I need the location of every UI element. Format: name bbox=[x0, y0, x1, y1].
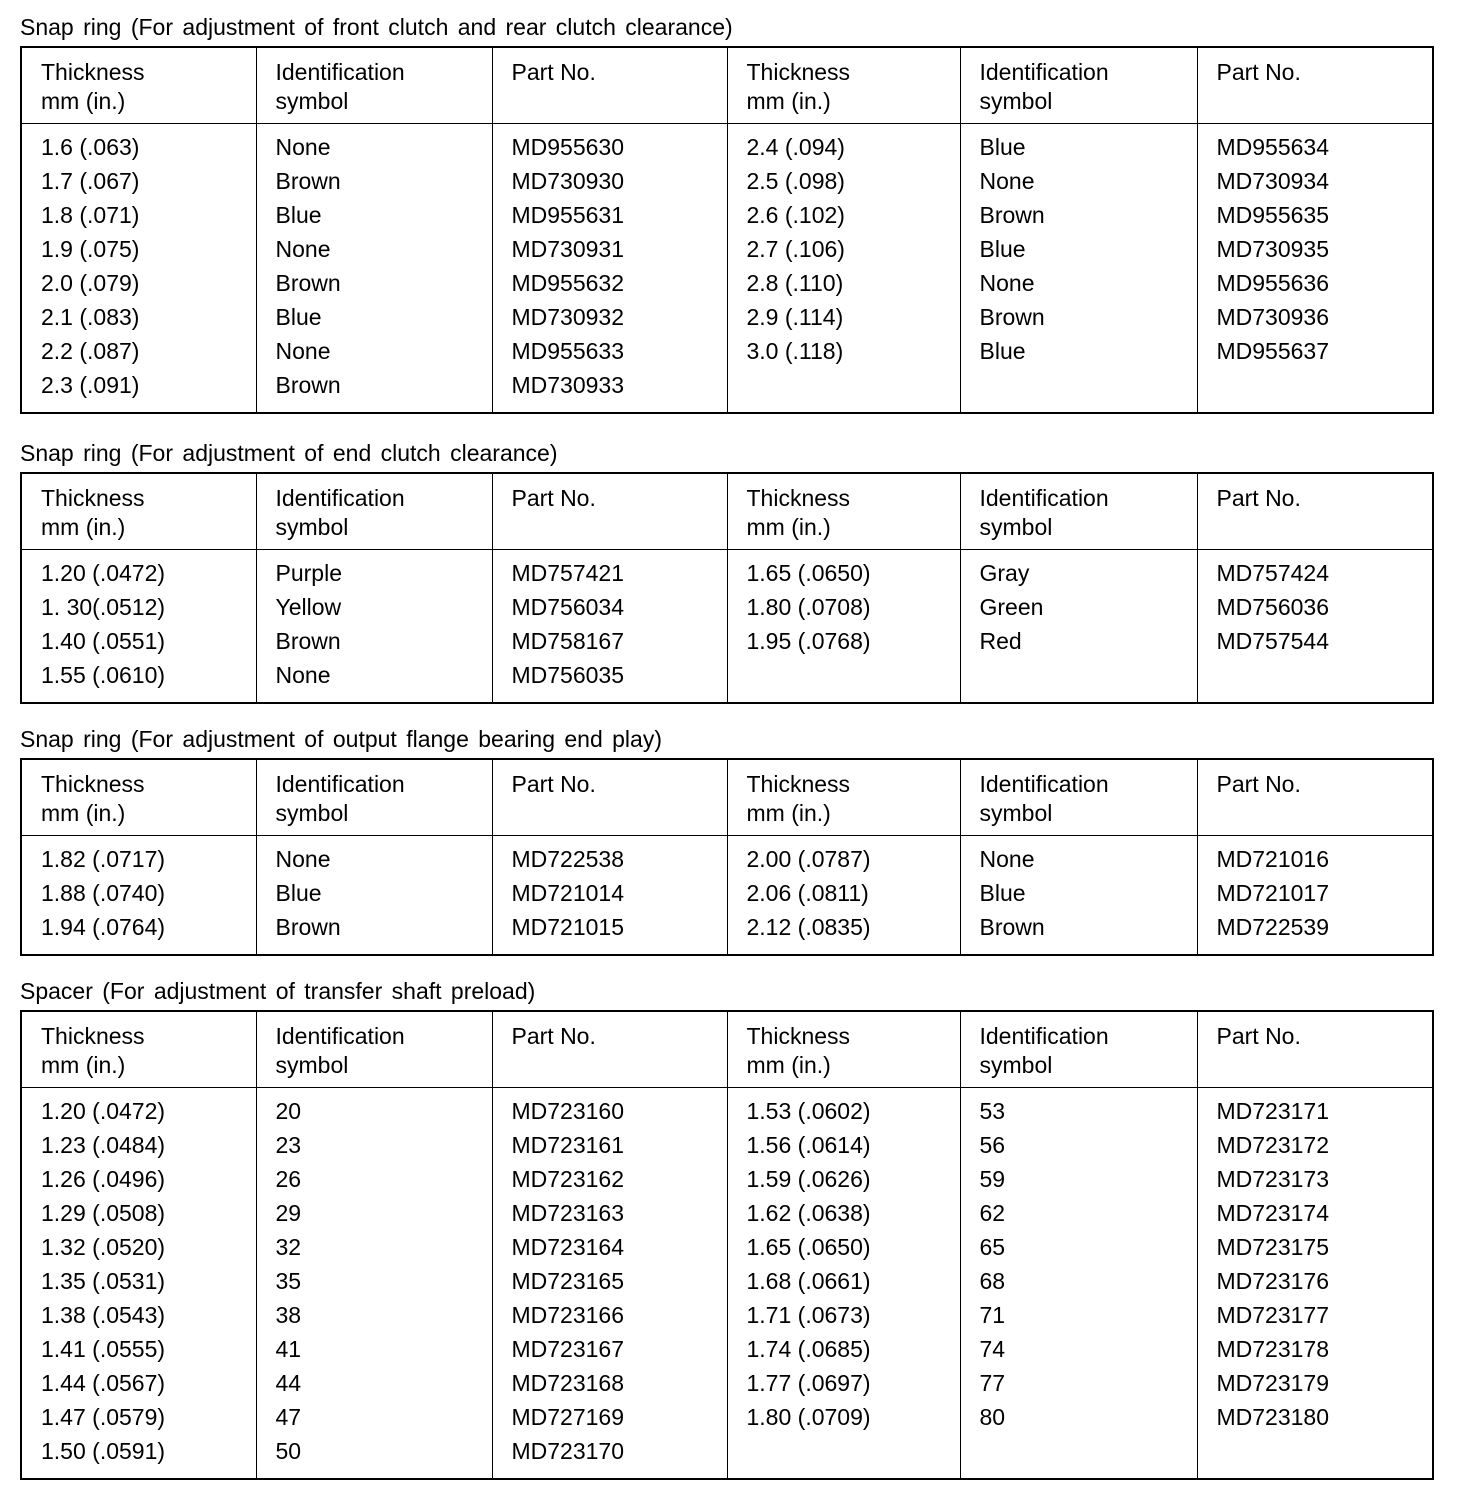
part-no-value: MD723161 bbox=[511, 1131, 625, 1158]
part-no-value: MD757544 bbox=[1216, 627, 1330, 654]
thickness-value: 2.00 (.0787) bbox=[746, 845, 871, 872]
thickness-value: 1.65 (.0650) bbox=[746, 559, 871, 586]
thickness-value: 2.0 (.079) bbox=[41, 269, 140, 296]
part-no-value: MD756035 bbox=[511, 661, 625, 688]
thickness-value: 1.82 (.0717) bbox=[41, 845, 166, 872]
left-part-no-column bbox=[492, 1087, 727, 1479]
identification-symbol-value: 23 bbox=[275, 1131, 302, 1158]
thickness-value: 1.65 (.0650) bbox=[746, 1233, 871, 1260]
identification-symbol-value: 41 bbox=[275, 1335, 302, 1362]
identification-symbol-value: Brown bbox=[275, 167, 341, 194]
right-identification-symbol-column bbox=[960, 1087, 1197, 1479]
identification-symbol-value: Brown bbox=[979, 201, 1045, 228]
thickness-value: 1.80 (.0709) bbox=[746, 1403, 871, 1430]
thickness-value: 1. 30(.0512) bbox=[41, 593, 166, 620]
thickness-value: 2.4 (.094) bbox=[746, 133, 845, 160]
part-no-value: MD730932 bbox=[511, 303, 625, 330]
part-no-value: MD730934 bbox=[1216, 167, 1330, 194]
left-part-no-column bbox=[492, 835, 727, 955]
left-thickness-column bbox=[21, 1087, 256, 1479]
identification-symbol-value: Yellow bbox=[275, 593, 342, 620]
part-no-value: MD730931 bbox=[511, 235, 625, 262]
identification-symbol-value: Brown bbox=[275, 269, 341, 296]
part-no-value: MD730930 bbox=[511, 167, 625, 194]
output-flange-snap-ring-section bbox=[20, 724, 1432, 956]
part-no-value: MD723180 bbox=[1216, 1403, 1330, 1430]
column-header-part-no: Part No. bbox=[492, 47, 727, 123]
thickness-value: 1.62 (.0638) bbox=[746, 1199, 871, 1226]
thickness-value: 2.06 (.0811) bbox=[746, 879, 869, 906]
identification-symbol-value: None bbox=[979, 269, 1035, 296]
thickness-value: 2.5 (.098) bbox=[746, 167, 845, 194]
column-header-thickness: Thickness mm (in.) bbox=[727, 1011, 960, 1087]
part-no-value: MD723160 bbox=[511, 1097, 625, 1124]
identification-symbol-value: None bbox=[979, 167, 1035, 194]
thickness-value: 1.23 (.0484) bbox=[41, 1131, 166, 1158]
thickness-value: 1.95 (.0768) bbox=[746, 627, 871, 654]
thickness-value: 1.9 (.075) bbox=[41, 235, 140, 262]
identification-symbol-value: Brown bbox=[979, 913, 1045, 940]
section-title: Snap ring (For adjustment of front clutch and rear clutch clearance) bbox=[20, 14, 733, 40]
part-no-value: MD723165 bbox=[511, 1267, 625, 1294]
left-thickness-column bbox=[21, 549, 256, 703]
part-no-value: MD723164 bbox=[511, 1233, 625, 1260]
header-row bbox=[21, 473, 1433, 549]
thickness-value: 1.74 (.0685) bbox=[746, 1335, 871, 1362]
right-thickness-column bbox=[727, 549, 960, 703]
identification-symbol-value: 29 bbox=[275, 1199, 302, 1226]
output-flange-snap-ring-table bbox=[20, 758, 1434, 956]
column-header-part-no: Part No. bbox=[1197, 473, 1433, 549]
identification-symbol-value: Brown bbox=[275, 913, 341, 940]
section-title: Snap ring (For adjustment of end clutch clearance) bbox=[20, 440, 558, 466]
header-row bbox=[21, 759, 1433, 835]
body-row bbox=[21, 835, 1433, 955]
thickness-value: 1.59 (.0626) bbox=[746, 1165, 871, 1192]
part-no-value: MD730935 bbox=[1216, 235, 1330, 262]
header-row bbox=[21, 1011, 1433, 1087]
part-no-value: MD955635 bbox=[1216, 201, 1330, 228]
left-identification-symbol-column bbox=[256, 835, 492, 955]
column-header-thickness: Thickness mm (in.) bbox=[727, 473, 960, 549]
identification-symbol-value: None bbox=[275, 337, 331, 364]
column-header-part-no: Part No. bbox=[1197, 1011, 1433, 1087]
identification-symbol-value: Blue bbox=[979, 337, 1026, 364]
thickness-value: 2.12 (.0835) bbox=[746, 913, 871, 940]
identification-symbol-value: 77 bbox=[979, 1369, 1006, 1396]
section-title: Spacer (For adjustment of transfer shaft preload) bbox=[20, 978, 536, 1004]
part-no-value: MD955634 bbox=[1216, 133, 1330, 160]
part-no-value: MD955633 bbox=[511, 337, 625, 364]
column-header-thickness: Thickness mm (in.) bbox=[727, 759, 960, 835]
thickness-value: 1.20 (.0472) bbox=[41, 1097, 166, 1124]
identification-symbol-value: None bbox=[275, 661, 331, 688]
right-thickness-column bbox=[727, 123, 960, 413]
part-no-value: MD721014 bbox=[511, 879, 625, 906]
right-thickness-column bbox=[727, 1087, 960, 1479]
identification-symbol-value: None bbox=[275, 133, 331, 160]
part-no-value: MD721016 bbox=[1216, 845, 1330, 872]
identification-symbol-value: Brown bbox=[979, 303, 1045, 330]
identification-symbol-value: Blue bbox=[979, 133, 1026, 160]
thickness-value: 1.55 (.0610) bbox=[41, 661, 166, 688]
part-no-value: MD721017 bbox=[1216, 879, 1330, 906]
identification-symbol-value: 68 bbox=[979, 1267, 1006, 1294]
front-rear-clutch-snap-ring-table bbox=[20, 46, 1434, 414]
part-no-value: MD722538 bbox=[511, 845, 625, 872]
thickness-value: 1.35 (.0531) bbox=[41, 1267, 166, 1294]
column-header-identification-symbol: Identification symbol bbox=[960, 47, 1197, 123]
part-no-value: MD723173 bbox=[1216, 1165, 1330, 1192]
thickness-value: 1.77 (.0697) bbox=[746, 1369, 871, 1396]
identification-symbol-value: Blue bbox=[979, 879, 1026, 906]
part-no-value: MD723162 bbox=[511, 1165, 625, 1192]
part-no-value: MD955637 bbox=[1216, 337, 1330, 364]
thickness-value: 1.29 (.0508) bbox=[41, 1199, 166, 1226]
thickness-value: 1.56 (.0614) bbox=[746, 1131, 871, 1158]
thickness-value: 1.8 (.071) bbox=[41, 201, 140, 228]
section-title: Snap ring (For adjustment of output flange bearing end play) bbox=[20, 726, 662, 752]
front-rear-clutch-snap-ring-section bbox=[20, 12, 1432, 414]
thickness-value: 2.9 (.114) bbox=[746, 303, 844, 330]
thickness-value: 1.40 (.0551) bbox=[41, 627, 166, 654]
end-clutch-snap-ring-table bbox=[20, 472, 1434, 704]
identification-symbol-value: 44 bbox=[275, 1369, 302, 1396]
left-part-no-column bbox=[492, 123, 727, 413]
right-part-no-column bbox=[1197, 123, 1433, 413]
right-identification-symbol-column bbox=[960, 835, 1197, 955]
right-thickness-column bbox=[727, 835, 960, 955]
thickness-value: 1.88 (.0740) bbox=[41, 879, 166, 906]
column-header-thickness: Thickness mm (in.) bbox=[21, 1011, 256, 1087]
part-no-value: MD723178 bbox=[1216, 1335, 1330, 1362]
part-no-value: MD723175 bbox=[1216, 1233, 1330, 1260]
column-header-identification-symbol: Identification symbol bbox=[960, 473, 1197, 549]
part-no-value: MD723177 bbox=[1216, 1301, 1330, 1328]
thickness-value: 2.7 (.106) bbox=[746, 235, 845, 262]
body-row bbox=[21, 549, 1433, 703]
thickness-value: 1.26 (.0496) bbox=[41, 1165, 166, 1192]
column-header-part-no: Part No. bbox=[492, 1011, 727, 1087]
thickness-value: 1.44 (.0567) bbox=[41, 1369, 166, 1396]
right-identification-symbol-column bbox=[960, 549, 1197, 703]
column-header-identification-symbol: Identification symbol bbox=[256, 47, 492, 123]
part-no-value: MD723170 bbox=[511, 1437, 625, 1464]
identification-symbol-value: 26 bbox=[275, 1165, 302, 1192]
column-header-thickness: Thickness mm (in.) bbox=[727, 47, 960, 123]
identification-symbol-value: 56 bbox=[979, 1131, 1006, 1158]
part-no-value: MD757424 bbox=[1216, 559, 1330, 586]
part-no-value: MD723171 bbox=[1216, 1097, 1330, 1124]
identification-symbol-value: 71 bbox=[979, 1301, 1006, 1328]
column-header-part-no: Part No. bbox=[1197, 47, 1433, 123]
identification-symbol-value: Green bbox=[979, 593, 1044, 620]
identification-symbol-value: Blue bbox=[979, 235, 1026, 262]
part-no-value: MD727169 bbox=[511, 1403, 625, 1430]
part-no-value: MD757421 bbox=[511, 559, 625, 586]
column-header-part-no: Part No. bbox=[492, 759, 727, 835]
column-header-part-no: Part No. bbox=[1197, 759, 1433, 835]
identification-symbol-value: Purple bbox=[275, 559, 342, 586]
header-row bbox=[21, 47, 1433, 123]
thickness-value: 1.6 (.063) bbox=[41, 133, 140, 160]
thickness-value: 1.7 (.067) bbox=[41, 167, 140, 194]
identification-symbol-value: Red bbox=[979, 627, 1022, 654]
column-header-thickness: Thickness mm (in.) bbox=[21, 47, 256, 123]
identification-symbol-value: 74 bbox=[979, 1335, 1006, 1362]
identification-symbol-value: 65 bbox=[979, 1233, 1006, 1260]
part-no-value: MD723174 bbox=[1216, 1199, 1330, 1226]
part-no-value: MD955632 bbox=[511, 269, 625, 296]
identification-symbol-value: 20 bbox=[275, 1097, 302, 1124]
column-header-identification-symbol: Identification symbol bbox=[256, 473, 492, 549]
left-thickness-column bbox=[21, 123, 256, 413]
part-no-value: MD756034 bbox=[511, 593, 625, 620]
part-no-value: MD730933 bbox=[511, 371, 625, 398]
thickness-value: 1.47 (.0579) bbox=[41, 1403, 166, 1430]
left-identification-symbol-column bbox=[256, 123, 492, 413]
thickness-value: 1.20 (.0472) bbox=[41, 559, 166, 586]
identification-symbol-value: 80 bbox=[979, 1403, 1006, 1430]
part-no-value: MD730936 bbox=[1216, 303, 1330, 330]
thickness-value: 1.94 (.0764) bbox=[41, 913, 166, 940]
identification-symbol-value: Blue bbox=[275, 879, 322, 906]
body-row bbox=[21, 1087, 1433, 1479]
left-identification-symbol-column bbox=[256, 549, 492, 703]
column-header-part-no: Part No. bbox=[492, 473, 727, 549]
identification-symbol-value: None bbox=[275, 235, 331, 262]
part-no-value: MD723163 bbox=[511, 1199, 625, 1226]
part-no-value: MD955631 bbox=[511, 201, 625, 228]
identification-symbol-value: 47 bbox=[275, 1403, 302, 1430]
right-identification-symbol-column bbox=[960, 123, 1197, 413]
identification-symbol-value: Brown bbox=[275, 627, 341, 654]
right-part-no-column bbox=[1197, 1087, 1433, 1479]
thickness-value: 1.41 (.0555) bbox=[41, 1335, 166, 1362]
column-header-thickness: Thickness mm (in.) bbox=[21, 473, 256, 549]
identification-symbol-value: 62 bbox=[979, 1199, 1006, 1226]
left-part-no-column bbox=[492, 549, 727, 703]
body-row bbox=[21, 123, 1433, 413]
thickness-value: 1.50 (.0591) bbox=[41, 1437, 166, 1464]
part-no-value: MD723179 bbox=[1216, 1369, 1330, 1396]
thickness-value: 1.68 (.0661) bbox=[746, 1267, 871, 1294]
part-no-value: MD723172 bbox=[1216, 1131, 1330, 1158]
identification-symbol-value: Gray bbox=[979, 559, 1030, 586]
column-header-identification-symbol: Identification symbol bbox=[960, 759, 1197, 835]
identification-symbol-value: 59 bbox=[979, 1165, 1006, 1192]
identification-symbol-value: 32 bbox=[275, 1233, 302, 1260]
identification-symbol-value: Brown bbox=[275, 371, 341, 398]
end-clutch-snap-ring-section bbox=[20, 438, 1432, 704]
thickness-value: 2.8 (.110) bbox=[746, 269, 844, 296]
part-no-value: MD723166 bbox=[511, 1301, 625, 1328]
column-header-identification-symbol: Identification symbol bbox=[256, 1011, 492, 1087]
right-part-no-column bbox=[1197, 835, 1433, 955]
identification-symbol-value: Blue bbox=[275, 201, 322, 228]
right-part-no-column bbox=[1197, 549, 1433, 703]
thickness-value: 1.80 (.0708) bbox=[746, 593, 871, 620]
left-thickness-column bbox=[21, 835, 256, 955]
identification-symbol-value: Blue bbox=[275, 303, 322, 330]
identification-symbol-value: 53 bbox=[979, 1097, 1006, 1124]
transfer-shaft-spacer-table bbox=[20, 1010, 1434, 1480]
part-no-value: MD955636 bbox=[1216, 269, 1330, 296]
thickness-value: 1.53 (.0602) bbox=[746, 1097, 871, 1124]
thickness-value: 1.71 (.0673) bbox=[746, 1301, 871, 1328]
identification-symbol-value: None bbox=[275, 845, 331, 872]
part-no-value: MD723176 bbox=[1216, 1267, 1330, 1294]
thickness-value: 3.0 (.118) bbox=[746, 337, 844, 364]
thickness-value: 1.32 (.0520) bbox=[41, 1233, 166, 1260]
part-no-value: MD721015 bbox=[511, 913, 625, 940]
identification-symbol-value: 38 bbox=[275, 1301, 302, 1328]
column-header-identification-symbol: Identification symbol bbox=[960, 1011, 1197, 1087]
identification-symbol-value: 35 bbox=[275, 1267, 302, 1294]
identification-symbol-value: None bbox=[979, 845, 1035, 872]
thickness-value: 2.1 (.083) bbox=[41, 303, 140, 330]
part-no-value: MD722539 bbox=[1216, 913, 1330, 940]
thickness-value: 1.38 (.0543) bbox=[41, 1301, 166, 1328]
identification-symbol-value: 50 bbox=[275, 1437, 302, 1464]
left-identification-symbol-column bbox=[256, 1087, 492, 1479]
thickness-value: 2.6 (.102) bbox=[746, 201, 845, 228]
column-header-identification-symbol: Identification symbol bbox=[256, 759, 492, 835]
part-no-value: MD723167 bbox=[511, 1335, 625, 1362]
part-no-value: MD955630 bbox=[511, 133, 625, 160]
thickness-value: 2.2 (.087) bbox=[41, 337, 140, 364]
part-no-value: MD723168 bbox=[511, 1369, 625, 1396]
part-no-value: MD758167 bbox=[511, 627, 625, 654]
transfer-shaft-spacer-section bbox=[20, 976, 1432, 1480]
thickness-value: 2.3 (.091) bbox=[41, 371, 140, 398]
part-no-value: MD756036 bbox=[1216, 593, 1330, 620]
column-header-thickness: Thickness mm (in.) bbox=[21, 759, 256, 835]
